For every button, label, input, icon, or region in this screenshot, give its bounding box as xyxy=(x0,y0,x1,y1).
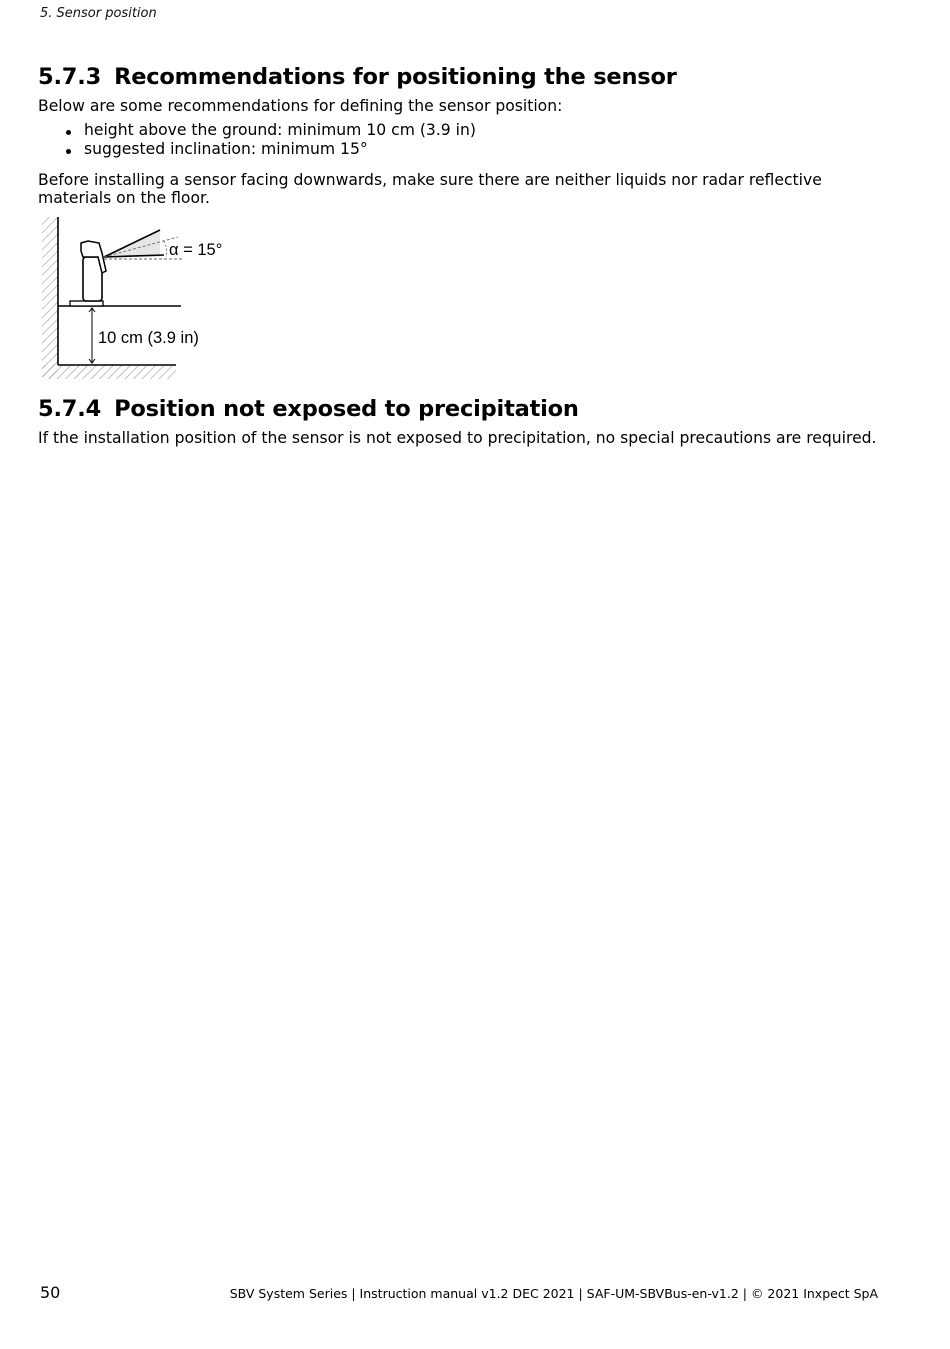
wall-hatch xyxy=(42,217,58,379)
section-title: Recommendations for positioning the sensor xyxy=(114,64,677,90)
running-header: 5. Sensor position xyxy=(40,6,157,21)
section-number: 5.7.4 xyxy=(38,396,102,422)
page-number: 50 xyxy=(40,1283,61,1302)
list-item: height above the ground: minimum 10 cm (3.9 in) xyxy=(62,121,476,140)
intro-paragraph: Below are some recommendations for defining the sensor position: xyxy=(38,97,563,115)
list-item: suggested inclination: minimum 15° xyxy=(62,140,476,159)
warning-paragraph: Before installing a sensor facing downwards, make sure there are neither liquids nor radar reflective materials on the floor. xyxy=(38,171,822,207)
sensor-diagram xyxy=(36,213,236,383)
recommendation-list xyxy=(62,121,476,159)
footer-text: SBV System Series | Instruction manual v1.2 DEC 2021 | SAF-UM-SBVBus-en-v1.2 | © 2021 Inxpect SpA xyxy=(229,1286,878,1301)
section-title: Position not exposed to precipitation xyxy=(114,396,579,422)
section-number: 5.7.3 xyxy=(38,64,102,90)
angle-label: α = 15° xyxy=(169,241,223,259)
ground-hatch xyxy=(42,365,176,379)
section-heading-5-7-4 xyxy=(38,396,579,422)
section-heading-5-7-3 xyxy=(38,64,677,90)
precipitation-paragraph: If the installation position of the sensor is not exposed to precipitation, no special precautions are required. xyxy=(38,429,877,447)
angle-arc xyxy=(164,241,167,257)
sensor-position-figure xyxy=(36,213,236,387)
height-label: 10 cm (3.9 in) xyxy=(98,329,199,347)
